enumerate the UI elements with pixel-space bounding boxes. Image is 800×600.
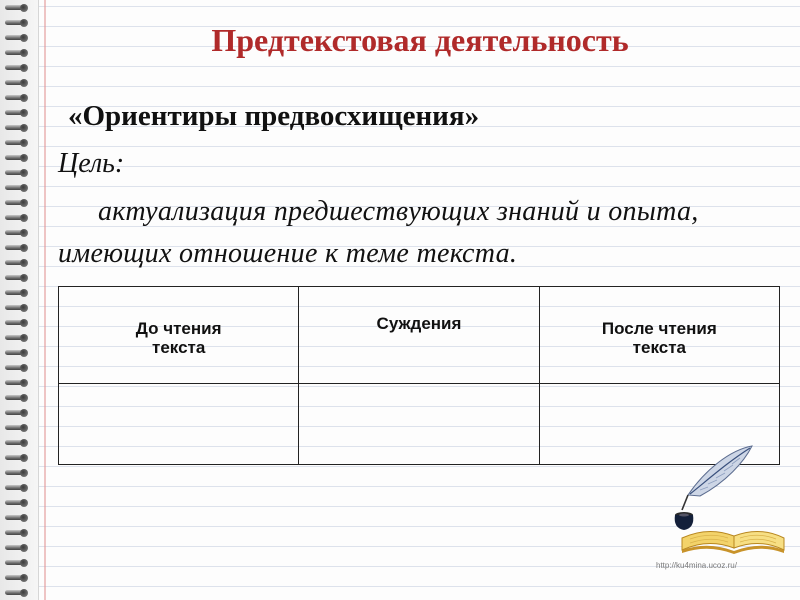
spiral-ring-icon: [5, 469, 29, 477]
table-header-before-reading: До чтения текста: [59, 287, 299, 384]
spiral-ring-icon: [5, 214, 29, 222]
spiral-ring-icon: [5, 184, 29, 192]
spiral-ring-icon: [5, 169, 29, 177]
spiral-binding-icon: [0, 0, 39, 600]
spiral-ring-icon: [5, 544, 29, 552]
spiral-ring-icon: [5, 244, 29, 252]
spiral-ring-icon: [5, 4, 29, 12]
spiral-ring-icon: [5, 139, 29, 147]
spiral-ring-icon: [5, 439, 29, 447]
spiral-ring-icon: [5, 394, 29, 402]
spiral-ring-icon: [5, 79, 29, 87]
spiral-ring-icon: [5, 409, 29, 417]
spiral-ring-icon: [5, 154, 29, 162]
spiral-ring-icon: [5, 349, 29, 357]
spiral-ring-icon: [5, 94, 29, 102]
goal-label: Цель:: [58, 148, 125, 179]
spiral-ring-icon: [5, 574, 29, 582]
table-header-judgments: Суждения: [299, 287, 539, 384]
spiral-ring-icon: [5, 379, 29, 387]
slide-title: Предтекстовая деятельность: [211, 22, 629, 58]
spiral-ring-icon: [5, 589, 29, 597]
spiral-ring-icon: [5, 559, 29, 567]
spiral-ring-icon: [5, 424, 29, 432]
spiral-ring-icon: [5, 364, 29, 372]
quill-ink-book-icon: [660, 440, 790, 555]
spiral-ring-icon: [5, 229, 29, 237]
spiral-ring-icon: [5, 529, 29, 537]
spiral-ring-icon: [5, 484, 29, 492]
spiral-ring-icon: [5, 64, 29, 72]
spiral-ring-icon: [5, 319, 29, 327]
spiral-ring-icon: [5, 304, 29, 312]
table-cell[interactable]: [59, 384, 299, 465]
spiral-ring-icon: [5, 334, 29, 342]
table-header-after-reading: После чтения текста: [539, 287, 779, 384]
table-cell[interactable]: [299, 384, 539, 465]
spiral-ring-icon: [5, 199, 29, 207]
spiral-ring-icon: [5, 514, 29, 522]
spiral-ring-icon: [5, 259, 29, 267]
spiral-ring-icon: [5, 109, 29, 117]
spiral-ring-icon: [5, 274, 29, 282]
table-header-row: [59, 287, 780, 384]
slide-subtitle: «Ориентиры предвосхищения»: [68, 100, 480, 132]
spiral-ring-icon: [5, 454, 29, 462]
spiral-ring-icon: [5, 289, 29, 297]
spiral-ring-icon: [5, 499, 29, 507]
source-credit: http://ku4mina.ucoz.ru/: [656, 561, 737, 570]
reading-table: [58, 286, 780, 465]
goal-text: актуализация предшествующих знаний и опыта, имеющих отношение к теме текста.: [58, 196, 699, 269]
spiral-ring-icon: [5, 124, 29, 132]
